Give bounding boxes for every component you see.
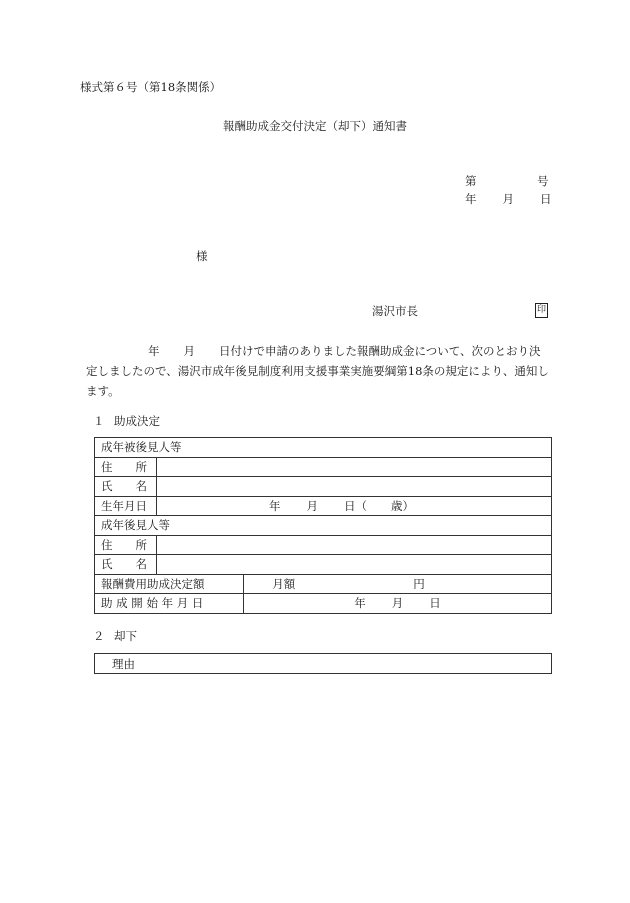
rejection-table (94, 653, 552, 674)
start-month: 月 (391, 596, 404, 611)
guardian-address-field[interactable] (157, 535, 552, 555)
start-day: 日 (429, 596, 441, 611)
body-month: 月 (183, 344, 195, 358)
addressee-suffix: 様 (196, 249, 208, 263)
ward-dob-field[interactable] (157, 496, 552, 516)
start-date-row (95, 594, 552, 614)
doc-date-month: 月 (502, 192, 514, 206)
section-1-title: 助成決定 (114, 414, 160, 428)
issuer-name: 湯沢市長 (372, 304, 418, 318)
body-text: 日付けで申請のありました報酬助成金について、次のとおり決定しましたので、湯沢市成年後見制度利用支援事業実施要綱第18条の規定により、通知します。 (86, 344, 549, 398)
notice-body (86, 341, 550, 401)
ward-address-label: 住 所 (95, 457, 157, 477)
guardian-address-label: 住 所 (95, 535, 157, 555)
guardian-heading-row (95, 516, 552, 536)
ward-dob-row (95, 496, 552, 516)
amount-yen: 円 (413, 576, 425, 591)
ward-address-row (95, 457, 552, 477)
document-title: 報酬助成金交付決定（却下）通知書 (223, 119, 407, 133)
form-number: 様式第６号（第18条関係） (80, 80, 222, 94)
reason-label: 理由 (112, 656, 135, 671)
seal-mark: 印 (535, 303, 548, 318)
reason-row (95, 654, 552, 674)
doc-date-day: 日 (540, 192, 552, 206)
guardian-name-label: 氏 名 (95, 555, 157, 575)
start-date-field[interactable] (244, 594, 552, 614)
dob-age: 歳） (391, 498, 414, 513)
section-1-number: １ (93, 414, 105, 428)
doc-number-dai: 第 (465, 174, 477, 188)
doc-date-year: 年 (465, 192, 477, 206)
dob-month: 月 (306, 498, 318, 513)
dob-day: 日（ (344, 498, 367, 513)
section-2-number: ２ (93, 629, 105, 643)
body-year: 年 (148, 344, 160, 358)
ward-heading: 成年被後見人等 (95, 438, 552, 458)
amount-label: 報酬費用助成決定額 (95, 574, 244, 594)
guardian-name-row (95, 555, 552, 575)
document-date (465, 194, 552, 206)
ward-name-field[interactable] (157, 477, 552, 497)
section-1-heading (93, 416, 160, 428)
ward-heading-row (95, 438, 552, 458)
amount-field[interactable] (244, 574, 552, 594)
ward-name-label: 氏 名 (95, 477, 157, 497)
section-2-heading (93, 631, 137, 643)
document-number (465, 176, 549, 188)
start-date-label: 助 成 開 始 年 月 日 (95, 594, 244, 614)
reason-field[interactable] (95, 654, 552, 674)
section-2-title: 却下 (114, 629, 137, 643)
guardian-name-field[interactable] (157, 555, 552, 575)
ward-dob-label: 生年月日 (95, 496, 157, 516)
start-year: 年 (354, 596, 366, 611)
guardian-heading: 成年後見人等 (95, 516, 552, 536)
doc-number-go: 号 (537, 174, 549, 188)
amount-monthly: 月額 (272, 576, 296, 591)
guardian-address-row (95, 535, 552, 555)
ward-address-field[interactable] (157, 457, 552, 477)
dob-year: 年 (269, 498, 281, 513)
decision-table (94, 437, 552, 614)
ward-name-row (95, 477, 552, 497)
amount-row (95, 574, 552, 594)
